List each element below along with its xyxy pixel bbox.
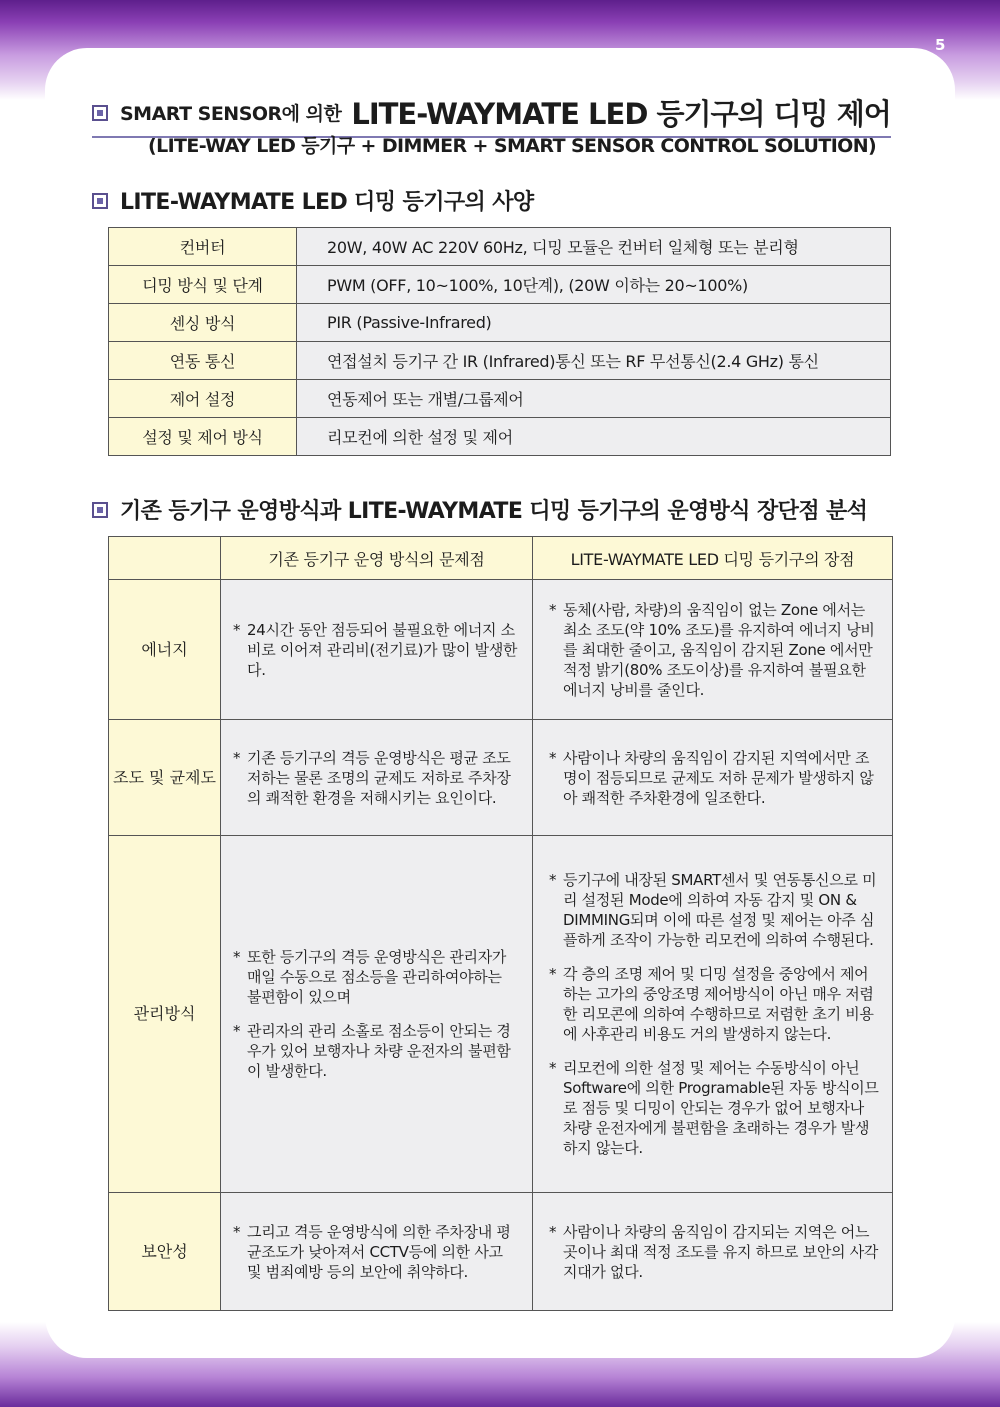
- spec-value: PIR (Passive-Infrared): [297, 304, 891, 342]
- spec-row: [109, 380, 891, 418]
- compare-row: [109, 836, 893, 1193]
- title-prefix: SMART SENSOR에 의한: [120, 103, 342, 125]
- advantages-cell: [533, 720, 893, 836]
- spec-value: 연동제어 또는 개별/그룹제어: [297, 380, 891, 418]
- compare-row-label: 에너지: [109, 580, 221, 720]
- compare-table: [108, 536, 893, 1311]
- spec-row: [109, 418, 891, 456]
- problem-note: * 기존 등기구의 격등 운영방식은 평균 조도 저하는 물론 조명의 균제도 저하로 주차장의 쾌적한 환경을 저해시키는 요인이다.: [233, 748, 518, 808]
- spec-label: 연동 통신: [109, 342, 297, 380]
- problems-cell: [221, 720, 533, 836]
- problem-note: * 그리고 격등 운영방식에 의한 주차장내 평균조도가 낮아져서 CCTV등에 의한 사고 및 범죄예방 등의 보안에 취약하다.: [233, 1222, 518, 1282]
- col-header-problems: 기존 등기구 운영 방식의 문제점: [221, 537, 533, 580]
- compare-row-label: 조도 및 균제도: [109, 720, 221, 836]
- spec-label: 제어 설정: [109, 380, 297, 418]
- spec-row: [109, 304, 891, 342]
- spec-value: 연접설치 등기구 간 IR (Infrared)통신 또는 RF 무선통신(2.4 GHz) 통신: [297, 342, 891, 380]
- advantage-note: * 사람이나 차량의 움직임이 감지되는 지역은 어느 곳이나 최대 적정 조도를 유지 하므로 보안의 사각지대가 없다.: [549, 1222, 880, 1282]
- spec-row: [109, 342, 891, 380]
- advantage-note: * 사람이나 차량의 움직임이 감지된 지역에서만 조명이 점등되므로 균제도 저하 문제가 발생하지 않아 쾌적한 주차환경에 일조한다.: [549, 748, 880, 808]
- advantages-cell: [533, 836, 893, 1193]
- problems-cell: [221, 580, 533, 720]
- page-subtitle: (LITE-WAY LED 등기구 + DIMMER + SMART SENSOR CONTROL SOLUTION): [148, 135, 877, 157]
- compare-row: [109, 580, 893, 720]
- compare-heading: [92, 494, 867, 525]
- spec-label: 설정 및 제어 방식: [109, 418, 297, 456]
- spec-heading-text: LITE-WAYMATE LED 디밍 등기구의 사양: [120, 190, 534, 215]
- corner-cell: [109, 537, 221, 580]
- spec-label: 컨버터: [109, 228, 297, 266]
- advantage-note: * 동체(사람, 차량)의 움직임이 없는 Zone 에서는 최소 조도(약 10% 조도)를 유지하여 에너지 낭비를 최대한 줄이고, 움직임이 감지된 Zone 에서만 적정 밝기(80% 조도이상)를 유지하여 불필요한 에너지 낭비를 줄인다.: [549, 600, 880, 700]
- spec-label: 센싱 방식: [109, 304, 297, 342]
- bullet-square-icon: [92, 105, 108, 121]
- spec-row: [109, 228, 891, 266]
- advantage-note: * 리모컨에 의한 설정 및 제어는 수동방식이 아닌 Software에 의한 Programable된 자동 방식이므로 점등 및 디밍이 안되는 경우가 없어 보행자나 차량 운전자에게 불편함을 초래하는 경우가 발생하지 않는다.: [549, 1058, 880, 1158]
- compare-row-label: 보안성: [109, 1193, 221, 1311]
- spec-row: [109, 266, 891, 304]
- compare-row-label: 관리방식: [109, 836, 221, 1193]
- problem-note: * 또한 등기구의 격등 운영방식은 관리자가 매일 수동으로 점소등을 관리하여야하는 불편함이 있으며: [233, 947, 518, 1007]
- advantage-note: * 각 층의 조명 제어 및 디밍 설정을 중앙에서 제어하는 고가의 중앙조명 제어방식이 아닌 매우 저렴한 리모콘에 의하여 수행하므로 저렴한 초기 비용에 사후관리 비용도 거의 발생하지 않는다.: [549, 964, 880, 1044]
- spec-label: 디밍 방식 및 단계: [109, 266, 297, 304]
- spec-value: 20W, 40W AC 220V 60Hz, 디밍 모듈은 컨버터 일체형 또는 분리형: [297, 228, 891, 266]
- spec-value: PWM (OFF, 10~100%, 10단계), (20W 이하는 20~100%): [297, 266, 891, 304]
- spec-table: [108, 227, 891, 456]
- bullet-square-icon: [92, 193, 108, 209]
- advantages-cell: [533, 580, 893, 720]
- compare-heading-text: 기존 등기구 운영방식과 LITE-WAYMATE 디밍 등기구의 운영방식 장단점 분석: [120, 499, 868, 524]
- col-header-advantages: LITE-WAYMATE LED 디밍 등기구의 장점: [533, 537, 893, 580]
- problem-note: * 관리자의 관리 소홀로 점소등이 안되는 경우가 있어 보행자나 차량 운전자의 불편함이 발생한다.: [233, 1021, 518, 1081]
- advantages-cell: [533, 1193, 893, 1311]
- title-main: LITE-WAYMATE LED 등기구의 디밍 제어: [351, 97, 891, 131]
- problems-cell: [221, 836, 533, 1193]
- page-number: 5: [935, 36, 946, 54]
- spec-value: 리모컨에 의한 설정 및 제어: [297, 418, 891, 456]
- compare-row: [109, 1193, 893, 1311]
- bullet-square-icon: [92, 502, 108, 518]
- spec-heading: [92, 185, 534, 216]
- problems-cell: [221, 1193, 533, 1311]
- advantage-note: * 등기구에 내장된 SMART센서 및 연동통신으로 미리 설정된 Mode에 의하여 자동 감지 및 ON & DIMMING되며 이에 따른 설정 및 제어는 아주 심플하게 조작이 가능한 리모컨에 의하여 수행된다.: [549, 870, 880, 950]
- problem-note: * 24시간 동안 점등되어 불필요한 에너지 소비로 이어져 관리비(전기료)가 많이 발생한다.: [233, 620, 518, 680]
- compare-row: [109, 720, 893, 836]
